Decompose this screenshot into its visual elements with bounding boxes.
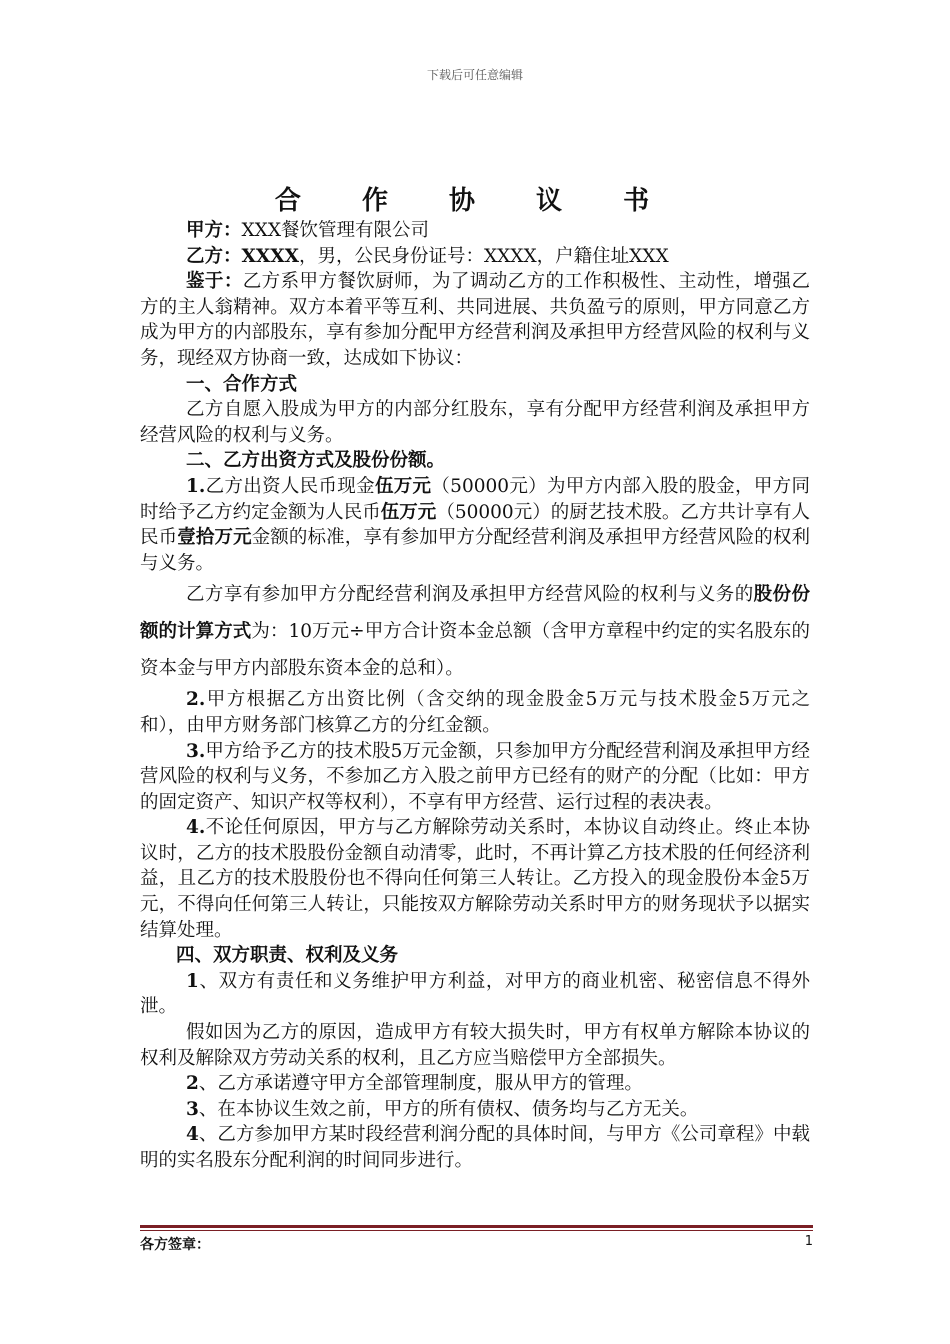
item-emphasis: 壹拾万元	[177, 527, 252, 549]
item-text: 甲方给予乙方的技术股5万元金额，只参加甲方分配经营利润及承担甲方经营风险的权利与义务，不参加乙方入股之前甲方已经有的财产的分配（比如：甲方的固定资产、知识产权等权利），不享有甲方经营、运行过程的表决表。	[140, 740, 810, 813]
party-a-value: XXX餐饮管理有限公司	[241, 220, 430, 241]
item-text: 、在本协议生效之前，甲方的所有债权、债务均与乙方无关。	[198, 1098, 699, 1120]
section-4-item-3	[140, 1097, 810, 1123]
party-b-label: 乙方：	[186, 245, 242, 267]
section-4-item-2	[140, 1071, 810, 1097]
section-4-item-1-continued: 假如因为乙方的原因，造成甲方有较大损失时，甲方有权单方解除本协议的权利及解除双方劳动关系的权利，且乙方应当赔偿甲方全部损失。	[140, 1022, 810, 1069]
item-emphasis: 伍万元	[374, 475, 432, 497]
item-number: 3	[186, 1098, 199, 1120]
item-text: 甲方根据乙方出资比例（含交纳的现金股金5万元与技术股金5万元之和），由甲方财务部门核算乙方的分红金额。	[140, 689, 810, 736]
item-number: 2	[186, 1073, 199, 1095]
calc-text: 为：10万元÷甲方合计资本金总额（含甲方章程中约定的实名股东的资本金与甲方内部股东资本金的总和）。	[140, 621, 810, 680]
section-4-item-4	[140, 1122, 810, 1173]
item-number: 2.	[186, 689, 206, 711]
party-b-line	[140, 244, 810, 270]
calc-text: 乙方享有参加甲方分配经营利润及承担甲方经营风险的权利与义务的	[186, 584, 754, 606]
document-title: 合 作 协 议 书	[274, 186, 676, 216]
item-text: 、乙方承诺遵守甲方全部管理制度，服从甲方的管理。	[198, 1073, 643, 1095]
section-2-item-3	[140, 739, 810, 816]
item-text: （50000元）为甲方内部入股的股金，甲方同时给予乙方约定金额为人民币	[140, 475, 810, 523]
item-text: （50000元）的厨艺技术股。乙方共计享有人民币	[140, 501, 810, 549]
item-emphasis: 伍万元	[380, 501, 437, 523]
item-number: 4	[186, 1124, 199, 1146]
whereas-text: 乙方系甲方餐饮厨师，为了调动乙方的工作积极性、主动性，增强乙方的主人翁精神。双方本着平等互利、共同进展、共负盈亏的原则，甲方同意乙方成为甲方的内部股东，享有参加分配甲方经营利润及承担甲方经营风险的权利与义务，现经双方协商一致，达成如下协议：	[140, 271, 810, 369]
document-body	[140, 218, 810, 1174]
party-b-name: XXXX	[241, 245, 299, 267]
item-text: 、双方有责任和义务维护甲方利益，对甲方的商业机密、秘密信息不得外泄。	[140, 970, 810, 1018]
party-b-value: ，男，公民身份证号：XXXX，户籍住址XXX	[298, 245, 669, 267]
section-1-heading: 一、合作方式	[186, 373, 298, 395]
header-note: 下载后可任意编辑	[426, 68, 523, 82]
calc-emphasis: 股份份额的计算方式	[140, 584, 810, 643]
item-number: 3.	[186, 740, 206, 762]
item-number: 1	[186, 970, 199, 992]
item-text: 金额的标准，享有参加甲方分配经营利润及承担甲方经营风险的权利与义务。	[140, 527, 810, 574]
section-2-item-4	[140, 815, 810, 943]
whereas-label: 鉴于：	[186, 271, 243, 293]
footer-divider	[140, 1225, 813, 1228]
item-text: 、乙方参加甲方某时段经营利润分配的具体时间，与甲方《公司章程》中载明的实名股东分配利润的时间同步进行。	[140, 1124, 810, 1171]
party-a-line	[140, 218, 810, 244]
share-calculation-paragraph	[140, 576, 810, 687]
section-4-heading: 四、双方职责、权利及义务	[176, 945, 399, 967]
item-number: 1.	[186, 475, 206, 497]
item-number: 4.	[186, 817, 206, 839]
section-2-heading: 二、乙方出资方式及股份份额。	[186, 450, 446, 472]
footer-divider-thin	[140, 1230, 813, 1231]
signature-label: 各方签章：	[140, 1237, 210, 1253]
section-2-item-1	[140, 474, 810, 576]
page-number: 1	[804, 1234, 813, 1249]
whereas-paragraph	[140, 269, 810, 371]
item-text: 乙方出资人民币现金	[205, 475, 375, 497]
section-1-paragraph: 乙方自愿入股成为甲方的内部分红股东，享有分配甲方经营利润及承担甲方经营风险的权利与义务。	[140, 399, 810, 446]
section-4-item-1	[140, 969, 810, 1020]
party-a-label: 甲方：	[186, 220, 242, 241]
section-2-item-2	[140, 687, 810, 738]
item-text: 不论任何原因，甲方与乙方解除劳动关系时，本协议自动终止。终止本协议时，乙方的技术股股份金额自动清零，此时，不再计算乙方技术股的任何经济利益，且乙方的技术股股份也不得向任何第三人转让。乙方投入的现金股份本金5万元，不得向任何第三人转让，只能按双方解除劳动关系时甲方的财务现状予以据实结算处理。	[140, 817, 810, 941]
